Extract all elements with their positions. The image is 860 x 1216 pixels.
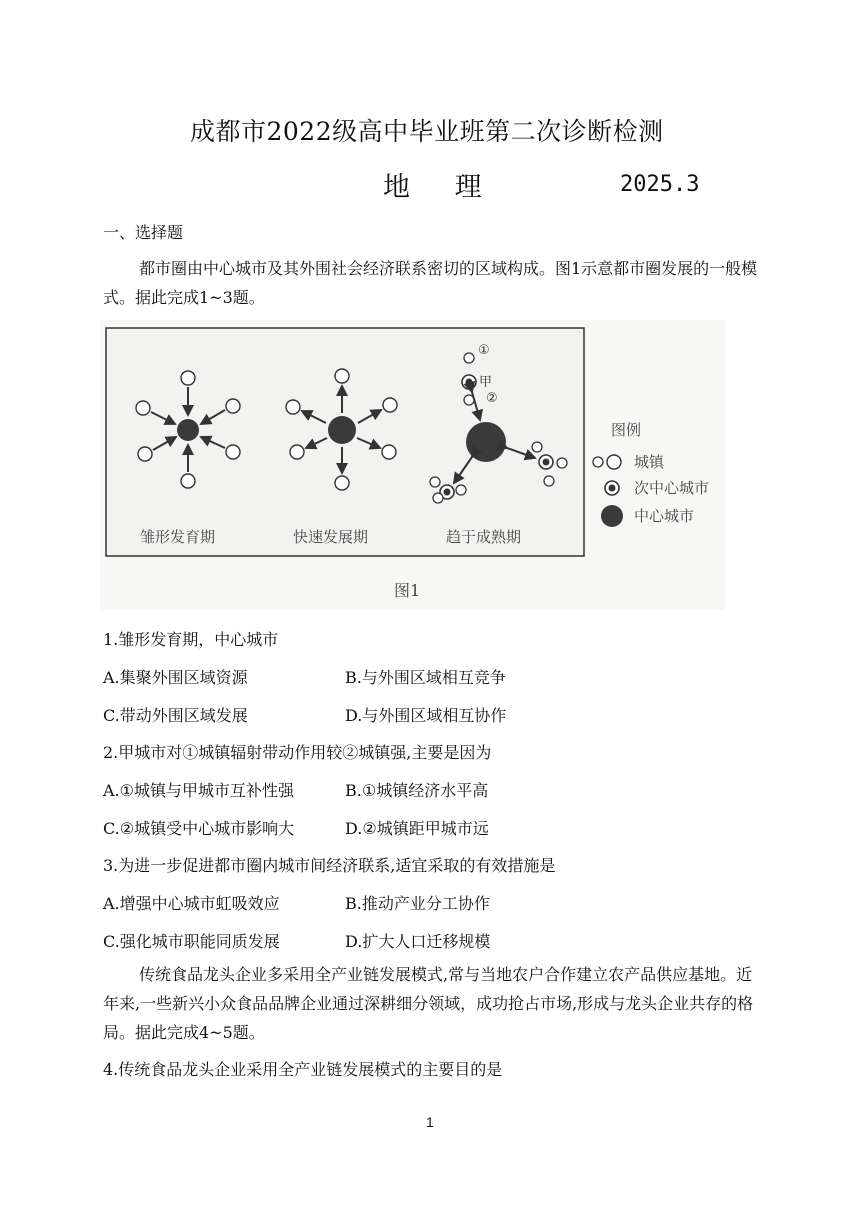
subcenter-core	[444, 489, 451, 496]
town-1-node	[464, 353, 474, 363]
town-node	[226, 399, 240, 413]
exam-title: 成都市2022级高中毕业班第二次诊断检测	[190, 117, 664, 146]
question-2-option-a: A.①城镇与甲城市互补性强	[103, 781, 294, 800]
question-3-option-d: D.扩大人口迁移规模	[345, 932, 491, 951]
subject-title: 地 理	[383, 172, 500, 203]
question-1-option-d: D.与外围区域相互协作	[345, 706, 507, 725]
town-node	[557, 458, 567, 468]
town-node	[286, 400, 300, 414]
intro-paragraph-2: 传统食品龙头企业多采用全产业链发展模式,常与当地农户合作建立农产品供应基地。近年来,一些新兴小众食品品牌企业通过深耕细分领域，成功抢占市场,形成与龙头企业共存的格局。据此完成4~5题。	[103, 965, 754, 1042]
jia-label: 甲	[479, 375, 493, 390]
town-node	[138, 447, 152, 461]
town-node	[181, 371, 195, 385]
town-node	[544, 476, 554, 486]
question-2-option-b: B.①城镇经济水平高	[345, 781, 489, 800]
town-node	[456, 485, 466, 495]
town-1-label: ①	[478, 343, 490, 358]
center-city-node	[466, 422, 506, 462]
section-heading: 一、选择题	[103, 223, 184, 242]
town-node	[335, 476, 349, 490]
town-2-label: ②	[486, 391, 498, 406]
page-number: 1	[426, 1114, 434, 1130]
legend-town-icon	[607, 455, 621, 469]
town-node	[383, 398, 397, 412]
figure-1	[100, 320, 725, 610]
subcenter-core	[543, 459, 550, 466]
town-node	[226, 445, 240, 459]
legend-town-icon-small	[593, 457, 603, 467]
town-node	[335, 369, 349, 383]
legend-center-label: 中心城市	[634, 507, 695, 525]
stage-label-1: 雏形发育期	[140, 528, 216, 546]
legend-subcenter-label: 次中心城市	[634, 479, 710, 497]
question-3-option-b: B.推动产业分工协作	[345, 894, 490, 913]
town-node	[290, 445, 304, 459]
question-4-stem: 4.传统食品龙头企业采用全产业链发展模式的主要目的是	[103, 1060, 503, 1079]
question-3-option-a: A.增强中心城市虹吸效应	[103, 894, 280, 913]
question-3-stem: 3.为进一步促进都市圈内城市间经济联系,适宜采取的有效措施是	[103, 856, 556, 875]
question-2-option-c: C.②城镇受中心城市影响大	[103, 819, 295, 838]
question-2-option-d: D.②城镇距甲城市远	[345, 819, 489, 838]
exam-date: 2025.3	[620, 172, 700, 197]
intro-paragraph-1: 都市圈由中心城市及其外围社会经济联系密切的区域构成。图1示意都市圈发展的一般模式。据此完成1~3题。	[103, 259, 758, 307]
town-node	[181, 474, 195, 488]
question-3-option-c: C.强化城市职能同质发展	[103, 932, 280, 951]
question-1-stem: 1.雏形发育期，中心城市	[103, 630, 279, 649]
stage-label-3: 趋于成熟期	[446, 528, 522, 546]
figure-caption: 图1	[394, 581, 421, 600]
question-1-option-a: A.集聚外围区域资源	[103, 668, 248, 687]
legend-center-icon	[601, 505, 623, 527]
question-1-option-c: C.带动外围区域发展	[103, 706, 248, 725]
town-node	[136, 401, 150, 415]
town-node	[430, 477, 440, 487]
question-2-stem: 2.甲城市对①城镇辐射带动作用较②城镇强,主要是因为	[103, 743, 492, 762]
legend-town-label: 城镇	[634, 453, 665, 471]
center-city-node	[177, 419, 199, 441]
jia-subcenter-core	[466, 379, 473, 386]
question-1-option-b: B.与外围区域相互竞争	[345, 668, 506, 687]
legend-subcenter-core	[609, 485, 616, 492]
legend-title: 图例	[611, 421, 642, 439]
stage-label-2: 快速发展期	[293, 528, 369, 546]
center-city-node	[328, 416, 356, 444]
town-node	[382, 445, 396, 459]
town-node	[532, 442, 542, 452]
town-node	[433, 493, 443, 503]
